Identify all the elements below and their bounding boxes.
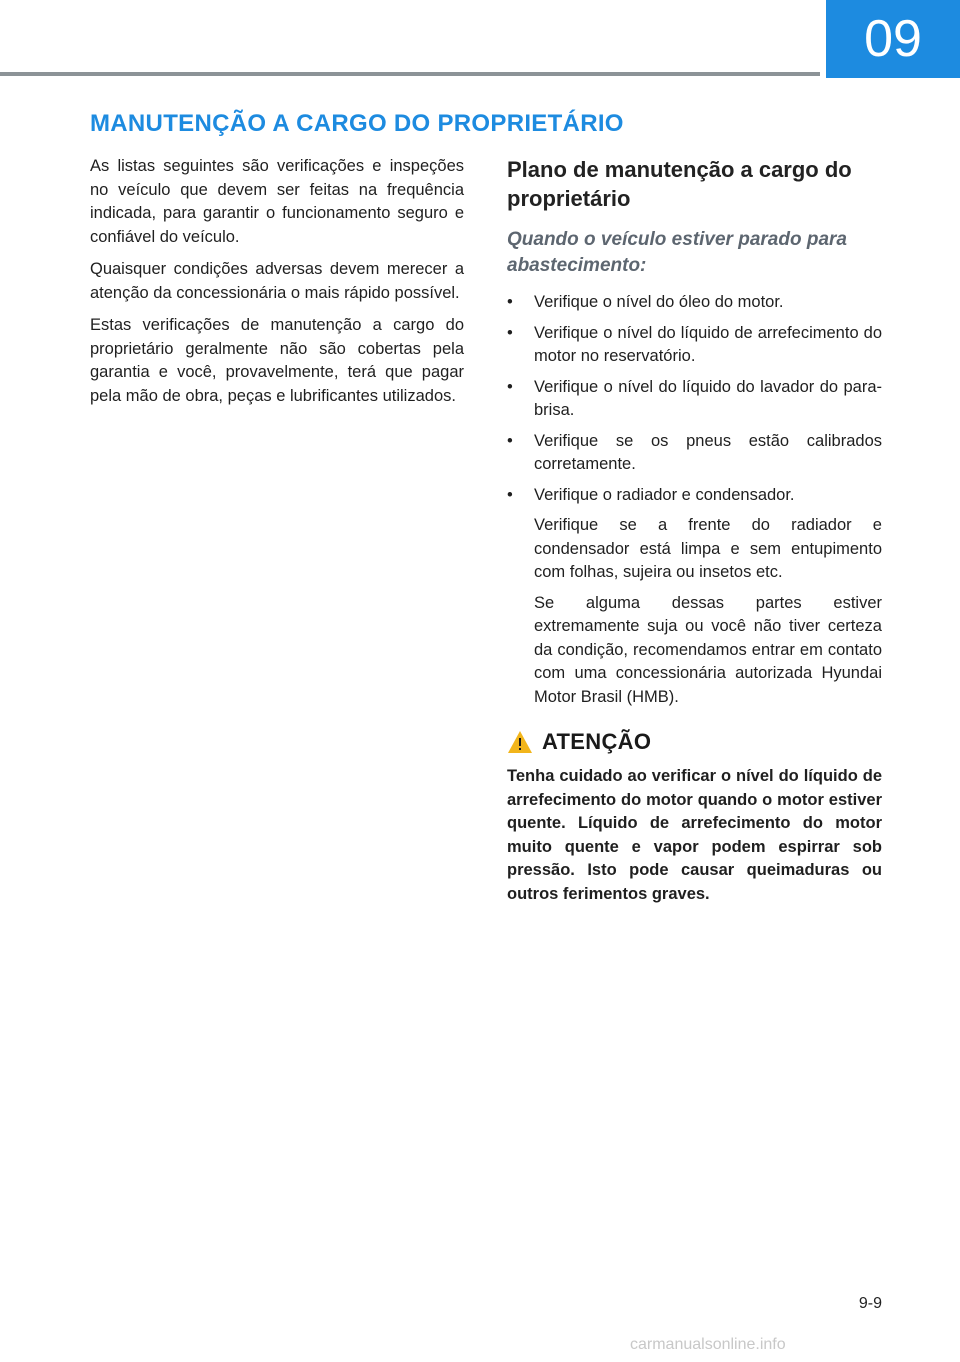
- chapter-tab: 09: [826, 0, 960, 78]
- warning-triangle-icon: [507, 730, 533, 754]
- list-item-text: Verifique o radiador e condensador.: [534, 485, 795, 504]
- intro-paragraph-1: As listas seguintes são verificações e inspeções no veículo que devem ser feitas na frequência indicada, para garantir o funcionamento seguro e confiável do veículo.: [90, 157, 464, 246]
- bullet-icon: •: [507, 377, 513, 396]
- right-column: [507, 155, 882, 906]
- bullet-icon: •: [507, 323, 513, 342]
- list-item-text: Verifique se os pneus estão calibrados corretamente.: [534, 431, 882, 473]
- bullet-icon: •: [507, 431, 513, 450]
- list-item-text: Verifique o nível do óleo do motor.: [534, 293, 784, 311]
- list-item: [507, 376, 882, 423]
- watermark: carmanualsonline.info: [630, 1336, 786, 1353]
- list-item: [507, 322, 882, 369]
- dealer-contact-paragraph: Se alguma dessas partes estiver extremamente suja ou você não tiver certeza da condição, recomendamos entrar em contato com uma concessionária autorizada Hyundai Motor Brasil (HMB).: [534, 593, 882, 706]
- checklist: [507, 291, 882, 507]
- list-item-text: Verifique o nível do líquido do lavador do para-brisa.: [534, 377, 882, 419]
- warning-header: [507, 729, 882, 755]
- radiator-detail-paragraph: Verifique se a frente do radiador e condensador está limpa e sem entupimento com folhas, sujeira ou insetos etc.: [534, 516, 882, 581]
- refueling-subheading: Quando o veículo estiver parado para abastecimento:: [507, 229, 847, 276]
- bullet-icon: •: [507, 293, 513, 311]
- intro-paragraph-3: Estas verificações de manutenção a cargo do proprietário geralmente não são cobertas pela garantia e você, provavelmente, terá que pagar pela mão de obra, peças e lubrificantes utilizados.: [90, 316, 464, 405]
- page-number: 9-9: [858, 1295, 882, 1312]
- maintenance-plan-heading: Plano de manutenção a cargo do proprietário: [507, 157, 852, 211]
- left-column: [90, 155, 464, 417]
- list-item: [507, 291, 882, 315]
- list-item-text: Verifique o nível do líquido de arrefecimento do motor no reservatório.: [534, 323, 882, 365]
- warning-title: ATENÇÃO: [542, 729, 652, 754]
- warning-text: Tenha cuidado ao verificar o nível do líquido de arrefecimento do motor quando o motor estiver quente. Líquido de arrefecimento do motor muito quente e vapor podem espirrar sob pressão. Isto pode causar queimaduras ou outros ferimentos graves.: [507, 767, 882, 903]
- section-title: MANUTENÇÃO A CARGO DO PROPRIETÁRIO: [90, 110, 624, 137]
- intro-paragraph-2: Quaisquer condições adversas devem merecer a atenção da concessionária o mais rápido possível.: [90, 260, 464, 302]
- list-item: [507, 430, 882, 477]
- list-item: [507, 484, 882, 508]
- header-rule: [0, 72, 820, 76]
- bullet-icon: •: [507, 485, 513, 504]
